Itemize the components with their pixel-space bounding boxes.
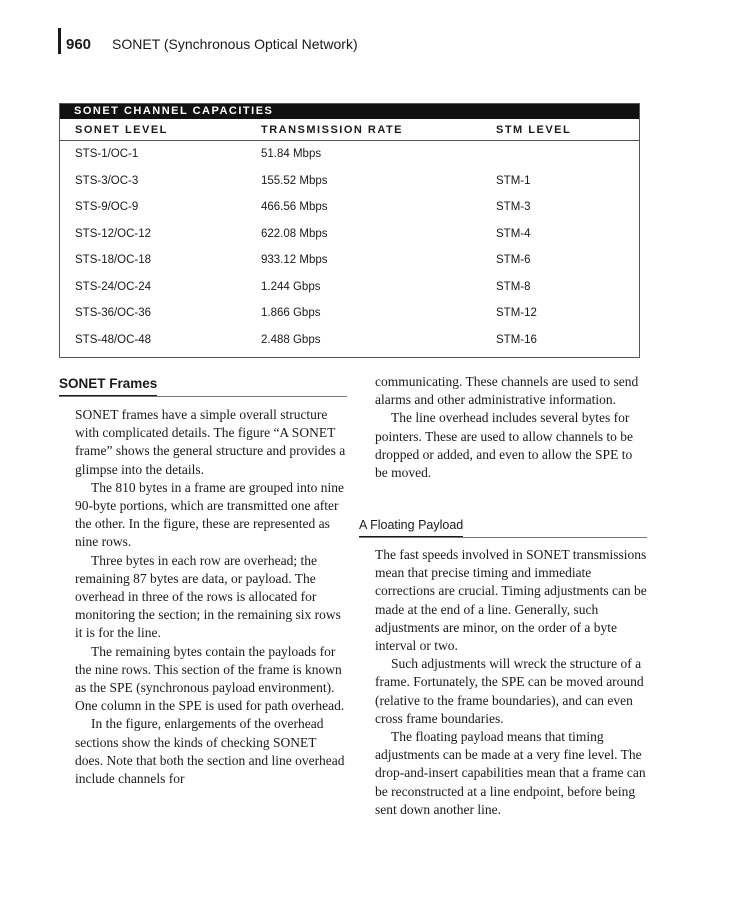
table-cell: STS-3/OC-3 xyxy=(75,174,139,187)
table-row xyxy=(60,274,639,301)
table-cell: 466.56 Mbps xyxy=(261,201,328,213)
table-cell: STM-3 xyxy=(496,201,531,213)
table-cell: STM-1 xyxy=(496,174,531,187)
table-row xyxy=(60,168,639,195)
table-cell: STM-4 xyxy=(496,227,531,240)
table-cell: 1.866 Gbps xyxy=(261,307,321,319)
table-row xyxy=(60,247,639,274)
table-cell: STS-36/OC-36 xyxy=(75,307,152,319)
paragraph: The fast speeds involved in SONET transmissions mean that precise timing and immediate corrections are crucial. Timing adjustments can be made at the end of a line. Generally, such adjustments are minor, on the order of a byte interval or two. xyxy=(375,547,647,654)
table-cell: STS-48/OC-48 xyxy=(75,333,152,346)
column-header-stm-level: STM LEVEL xyxy=(496,124,572,136)
table-cell: 622.08 Mbps xyxy=(261,227,328,240)
paragraph: The 810 bytes in a frame are grouped into nine 90-byte portions, which are transmitted one after the other. In the figure, these are represented as nine rows. xyxy=(75,479,345,550)
paragraph: The line overhead includes several bytes for pointers. These are used to allow channels to be dropped or added, and even to allow the SPE to be moved. xyxy=(375,410,634,481)
paragraph: The remaining bytes contain the payloads for the nine rows. This section of the frame is known as the SPE (synchronous payload environment). One column in the SPE is used for path overhead. xyxy=(75,643,345,714)
page-number: 960 xyxy=(66,36,92,53)
column-header-sonet-level: SONET LEVEL xyxy=(75,124,168,136)
right-column-floating-payload xyxy=(375,546,647,819)
table-row xyxy=(60,141,639,168)
table-cell: STS-9/OC-9 xyxy=(75,201,139,213)
table-cell: STS-12/OC-12 xyxy=(75,227,152,240)
table-title: SONET CHANNEL CAPACITIES xyxy=(60,104,639,119)
table-row xyxy=(60,327,639,354)
table-body xyxy=(60,141,639,353)
table-cell: STS-24/OC-24 xyxy=(75,280,152,293)
paragraph: Such adjustments will wreck the structure of a frame. Fortunately, the SPE can be moved around (relative to the frame boundaries), and can even cross frame boundaries. xyxy=(375,656,644,726)
table-cell: 155.52 Mbps xyxy=(261,174,328,187)
capacities-table xyxy=(59,103,640,358)
paragraph: Three bytes in each row are overhead; the remaining 87 bytes are data, or payload. The overhead in three of the rows is allocated for monitoring the section; in the remaining six rows it is for the line. xyxy=(75,552,341,641)
table-cell: 51.84 Mbps xyxy=(261,148,322,160)
table-cell: STM-12 xyxy=(496,307,537,319)
running-title: SONET (Synchronous Optical Network) xyxy=(112,36,358,52)
table-row xyxy=(60,300,639,327)
table-cell: 1.244 Gbps xyxy=(261,280,321,293)
table-cell: STM-6 xyxy=(496,254,531,266)
paragraph: In the figure, enlargements of the overhead sections show the kinds of checking SONET does. Note that both the section and line overhead include channels for xyxy=(75,716,345,787)
table-cell: 2.488 Gbps xyxy=(261,333,321,346)
section-heading-sonet-frames: SONET Frames xyxy=(59,376,157,396)
table-cell: STS-18/OC-18 xyxy=(75,254,152,266)
table-cell: STM-16 xyxy=(496,333,537,346)
paragraph: communicating. These channels are used to send alarms and other administrative information. xyxy=(375,374,639,408)
section-rule xyxy=(59,396,347,397)
table-row xyxy=(60,221,639,248)
column-header-transmission-rate: TRANSMISSION RATE xyxy=(261,124,404,136)
section-heading-floating-payload: A Floating Payload xyxy=(359,517,463,537)
paragraph: SONET frames have a simple overall structure with complicated details. The figure “A SONET frame” shows the general structure and provides a glimpse into the details. xyxy=(75,407,346,477)
table-row xyxy=(60,194,639,221)
table-header-row xyxy=(60,119,639,141)
right-column-continuation xyxy=(375,373,647,482)
header-rule xyxy=(58,28,61,54)
left-column xyxy=(75,406,347,788)
table-cell: STM-8 xyxy=(496,280,531,293)
paragraph: The floating payload means that timing adjustments can be made at a very fine level. The drop-and-insert capabilities mean that a frame can be reconstructed at a line endpoint, before being sent down another line. xyxy=(375,729,646,817)
table-cell: 933.12 Mbps xyxy=(261,254,328,266)
table-cell: STS-1/OC-1 xyxy=(75,148,139,160)
section-rule xyxy=(359,537,647,538)
